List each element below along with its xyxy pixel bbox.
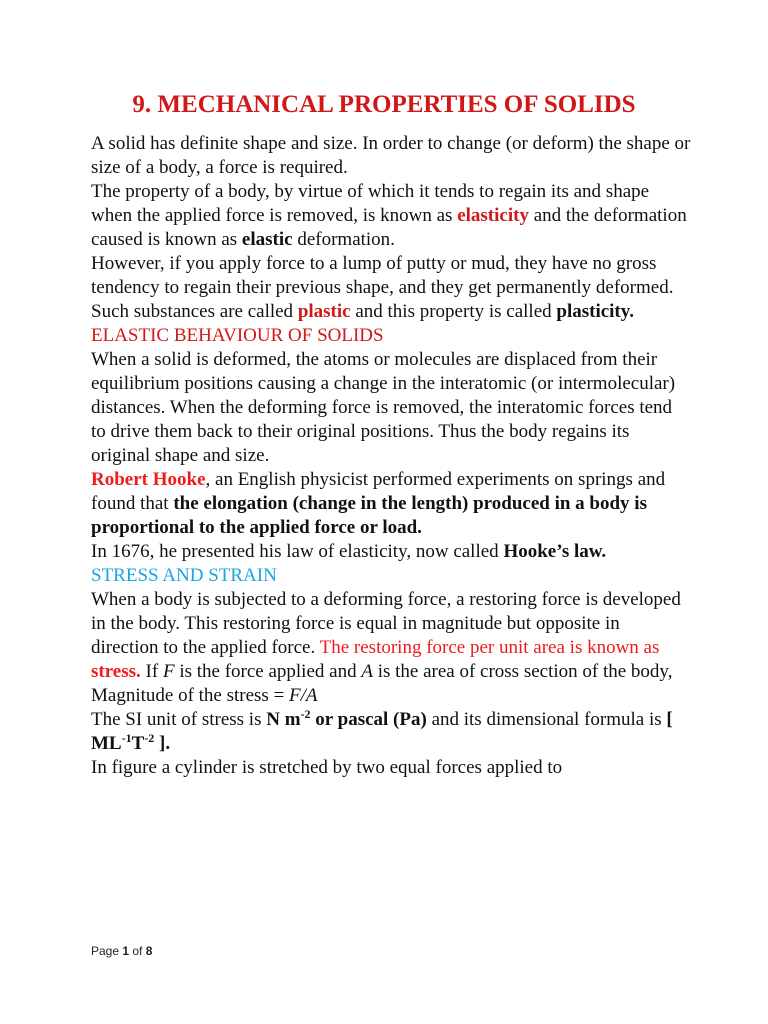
text-run: The property of a body, by virtue of which it tends to regain its and shape when the applied force is removed, is known as (91, 181, 650, 226)
text-run: and this property is called (350, 301, 557, 322)
dim-ml: [ ML (91, 709, 673, 754)
unit-base: N m (266, 709, 301, 730)
paragraph-plasticity (91, 252, 691, 324)
text-run: deformation. (292, 229, 395, 250)
document-body (91, 132, 691, 780)
text-run: When a body is subjected to a deforming force, a restoring force is developed in the body. This restoring force is equal in magnitude but opposite in direction to the applied force. (91, 589, 681, 658)
text-run: If (140, 661, 163, 682)
text-run: is the force applied and (174, 661, 362, 682)
unit-newton-per-square-metre (266, 709, 427, 730)
section-heading-stress-strain: STRESS AND STRAIN (91, 565, 277, 586)
term-stress: stress. (91, 661, 141, 682)
dim-exponent-l: -1 (121, 731, 132, 745)
paragraph-deformation: When a solid is deformed, the atoms or molecules are displaced from their equilibrium positions causing a change in the interatomic (or intermolecular) distances. When the deforming force is removed, the interatomic forces tend to drive them back to their original positions. Thus the body regains its original shape and size. (91, 349, 676, 466)
symbol-area: A (361, 661, 373, 682)
footer-page-label: Page (91, 944, 123, 958)
paragraph-stress (91, 588, 691, 684)
footer-page-number: 1 (122, 944, 130, 958)
text-run: The SI unit of stress is (91, 709, 267, 730)
term-plasticity: plasticity. (556, 301, 634, 322)
page-footer (91, 943, 152, 959)
paragraph-hooke (91, 468, 691, 540)
text-run: , an English physicist performed experiments on springs and found that (91, 469, 666, 514)
text-run: However, if you apply force to a lump of putty or mud, they have no gross tendency to regain their previous shape, and they get permanently deformed. Such substances are called (91, 253, 674, 322)
text-run: and the deformation caused is known as (91, 205, 687, 250)
hookes-law-statement: the elongation (change in the length) produced in a body is proportional to the applied force or load. (91, 493, 647, 538)
term-elastic: elastic (241, 229, 293, 250)
symbol-force: F (162, 661, 175, 682)
text-run: and its dimensional formula is (426, 709, 667, 730)
unit-pascal: or pascal (Pa) (310, 709, 427, 730)
paragraph-hooke-law (91, 540, 691, 564)
term-elasticity: elasticity (457, 205, 529, 226)
paragraph-intro: A solid has definite shape and size. In order to change (or deform) the shape or size of a body, a force is required. (91, 133, 691, 178)
text-run: is the area of cross section of the body, (372, 661, 673, 682)
paragraph-si-unit (91, 708, 691, 756)
paragraph-elasticity (91, 180, 691, 252)
term-hookes-law: Hooke’s law. (503, 541, 607, 562)
section-heading-elastic-behaviour: ELASTIC BEHAVIOUR OF SOLIDS (91, 325, 384, 346)
term-plastic: plastic (297, 301, 351, 322)
paragraph-stress-formula (91, 684, 691, 708)
stress-formula: F/A (289, 685, 318, 706)
page-title: 9. MECHANICAL PROPERTIES OF SOLIDS (132, 91, 636, 118)
unit-exponent: -2 (300, 707, 311, 721)
paragraph-cylinder: In figure a cylinder is stretched by two equal forces applied to (91, 757, 563, 778)
footer-page-total: 8 (145, 944, 153, 958)
text-run: In 1676, he presented his law of elasticity, now called (91, 541, 504, 562)
stress-definition: The restoring force per unit area is known as (319, 637, 660, 658)
text-run: Magnitude of the stress = (91, 685, 290, 706)
dim-exponent-t: -2 (144, 731, 155, 745)
name-robert-hooke: Robert Hooke (91, 469, 206, 490)
footer-of-label: of (129, 944, 146, 958)
dim-close: ]. (154, 733, 171, 754)
dim-t: T (131, 733, 145, 754)
